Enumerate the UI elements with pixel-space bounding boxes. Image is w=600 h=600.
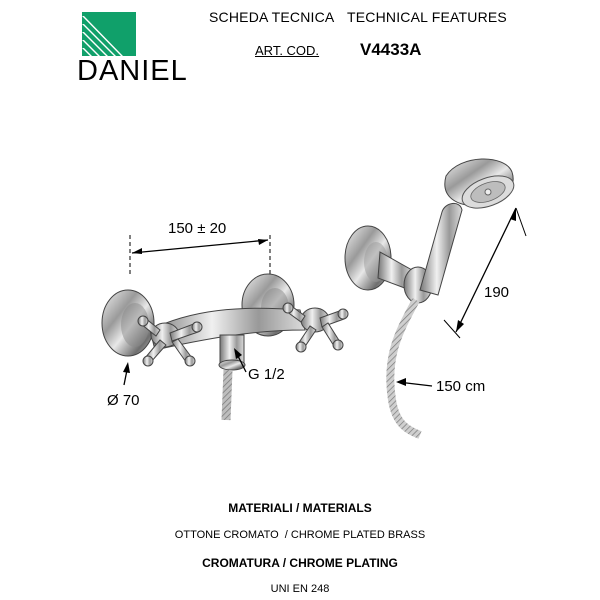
hand-shower: [420, 159, 518, 295]
article-code: V4433A: [360, 40, 422, 59]
dim-line-height: [456, 208, 516, 332]
article-code-label: ART. COD.: [255, 43, 320, 58]
materials-value: OTTONE CROMATO / CHROME PLATED BRASS: [174, 529, 426, 541]
plating-value: UNI EN 248: [270, 583, 330, 595]
product-drawing: [0, 140, 600, 440]
title-english: TECHNICAL FEATURES: [347, 9, 507, 25]
dim-line-width: [132, 240, 268, 253]
title-italian: SCHEDA TECNICA: [209, 9, 335, 25]
wall-bracket: [345, 226, 432, 303]
dim-width-label: 150 ± 20: [168, 220, 227, 237]
dim-height-label: 190: [484, 284, 510, 301]
plating-title: CROMATURA / CHROME PLATING: [202, 556, 398, 570]
dim-thread-label: G 1/2: [248, 366, 285, 383]
dim-diameter-label: Ø 70: [107, 392, 140, 409]
brand-name: DANIEL: [77, 55, 188, 87]
materials-title: MATERIALI / MATERIALS: [228, 501, 372, 515]
dim-hose-label: 150 cm: [436, 378, 486, 395]
shower-hose: [390, 300, 420, 435]
